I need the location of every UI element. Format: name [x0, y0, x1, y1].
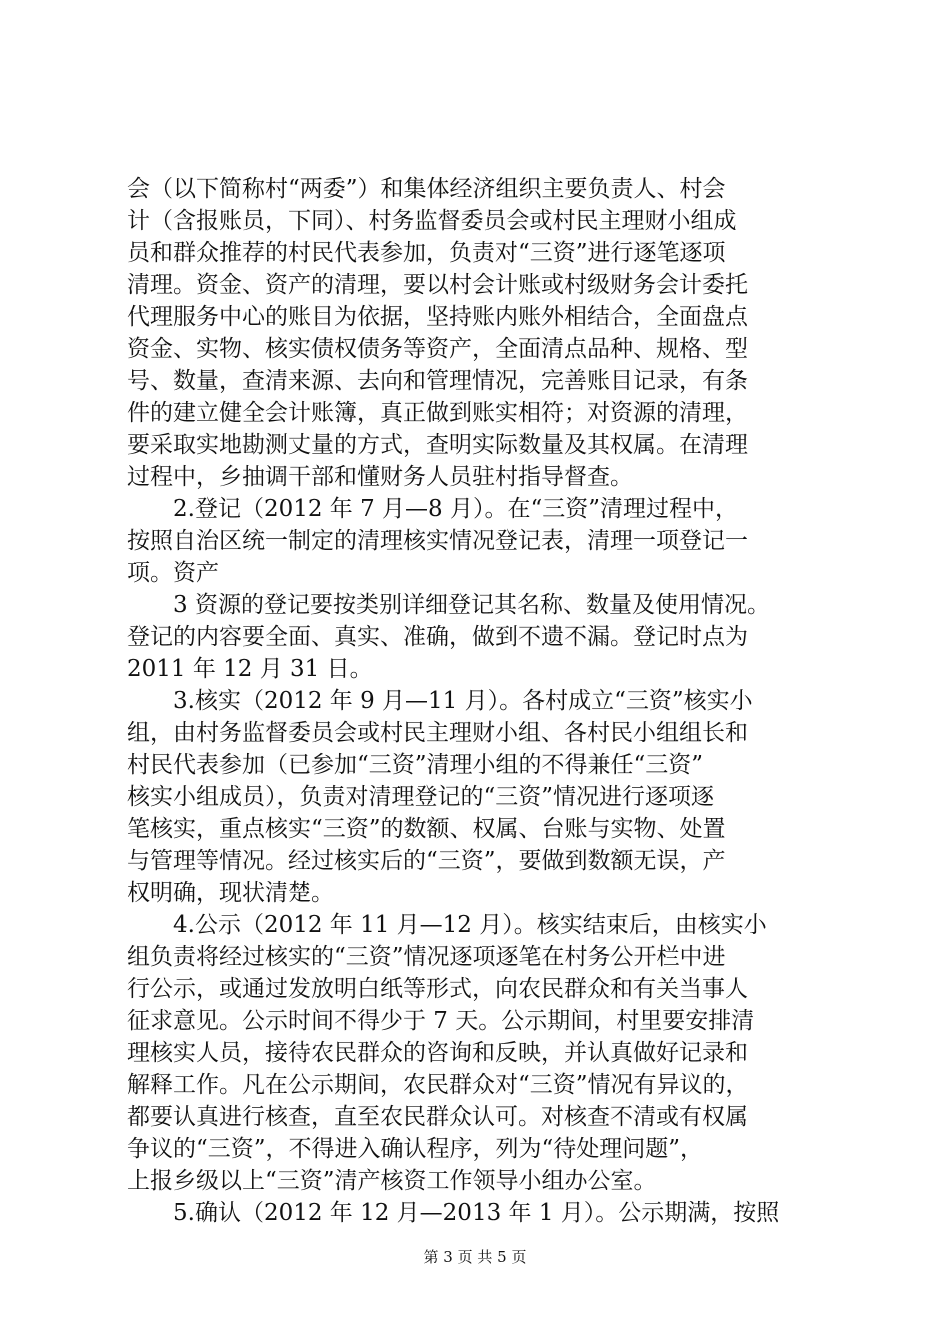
- text-line: 4.公示（2012 年 11 月—12 月）。核实结束后，由核实小: [127, 912, 767, 938]
- text-line: 笔核实，重点核实“三资”的数额、权属、台账与实物、处置: [127, 816, 726, 842]
- text-line: 组，由村务监督委员会或村民主理财小组、各村民小组组长和: [127, 720, 748, 746]
- text-line: 3 资源的登记要按类别详细登记其名称、数量及使用情况。: [127, 592, 770, 618]
- text-line: 员和群众推荐的村民代表参加，负责对“三资”进行逐笔逐项: [127, 240, 726, 266]
- text-line: 按照自治区统一制定的清理核实情况登记表，清理一项登记一: [127, 528, 748, 554]
- text-line: 上报乡级以上“三资”清产核资工作领导小组办公室。: [127, 1168, 657, 1194]
- text-line: 会（以下简称村“两委”）和集体经济组织主要负责人、村会: [127, 176, 726, 202]
- text-line: 5.确认（2012 年 12 月—2013 年 1 月）。公示期满，按照: [127, 1200, 780, 1226]
- page-footer: 第 3 页 共 5 页: [423, 1248, 527, 1266]
- text-line: 与管理等情况。经过核实后的“三资”，要做到数额无误，产: [127, 848, 726, 874]
- text-line: 要采取实地勘测丈量的方式，查明实际数量及其权属。在清理: [127, 432, 748, 458]
- text-line: 村民代表参加（已参加“三资”清理小组的不得兼任“三资”: [127, 752, 704, 778]
- text-line: 计（含报账员，下同）、村务监督委员会或村民主理财小组成: [127, 208, 737, 234]
- text-line: 项。资产: [127, 560, 219, 586]
- text-line: 件的建立健全会计账簿，真正做到账实相符；对资源的清理，: [127, 400, 748, 426]
- text-line: 清理。资金、资产的清理，要以村会计账或村级财务会计委托: [127, 272, 748, 298]
- text-line: 资金、实物、核实债权债务等资产，全面清点品种、规格、型: [127, 336, 748, 362]
- text-line: 号、数量，查清来源、去向和管理情况，完善账目记录，有条: [127, 368, 748, 394]
- text-line: 解释工作。凡在公示期间，农民群众对“三资”情况有异议的，: [127, 1072, 749, 1098]
- text-line: 过程中，乡抽调干部和懂财务人员驻村指导督查。: [127, 464, 633, 490]
- text-line: 2011 年 12 月 31 日。: [127, 656, 373, 682]
- text-line: 登记的内容要全面、真实、准确，做到不遗不漏。登记时点为: [127, 624, 748, 650]
- text-line: 都要认真进行核查，直至农民群众认可。对核查不清或有权属: [127, 1104, 748, 1130]
- text-line: 权明确，现状清楚。: [127, 880, 334, 906]
- text-line: 争议的“三资”，不得进入确认程序，列为“待处理问题”，: [127, 1136, 704, 1162]
- text-line: 代理服务中心的账目为依据，坚持账内账外相结合，全面盘点: [127, 304, 748, 330]
- text-line: 3.核实（2012 年 9 月—11 月）。各村成立“三资”核实小: [127, 688, 753, 714]
- text-line: 理核实人员，接待农民群众的咨询和反映，并认真做好记录和: [127, 1040, 748, 1066]
- text-line: 组负责将经过核实的“三资”情况逐项逐笔在村务公开栏中进: [127, 944, 726, 970]
- text-line: 行公示，或通过发放明白纸等形式，向农民群众和有关当事人: [127, 976, 748, 1002]
- document-body: [127, 173, 837, 1229]
- text-line: 2.登记（2012 年 7 月—8 月）。在“三资”清理过程中，: [127, 496, 739, 522]
- text-line: 征求意见。公示时间不得少于 7 天。公示期间，村里要安排清: [127, 1008, 755, 1034]
- text-line: 核实小组成员），负责对清理登记的“三资”情况进行逐项逐: [127, 784, 715, 810]
